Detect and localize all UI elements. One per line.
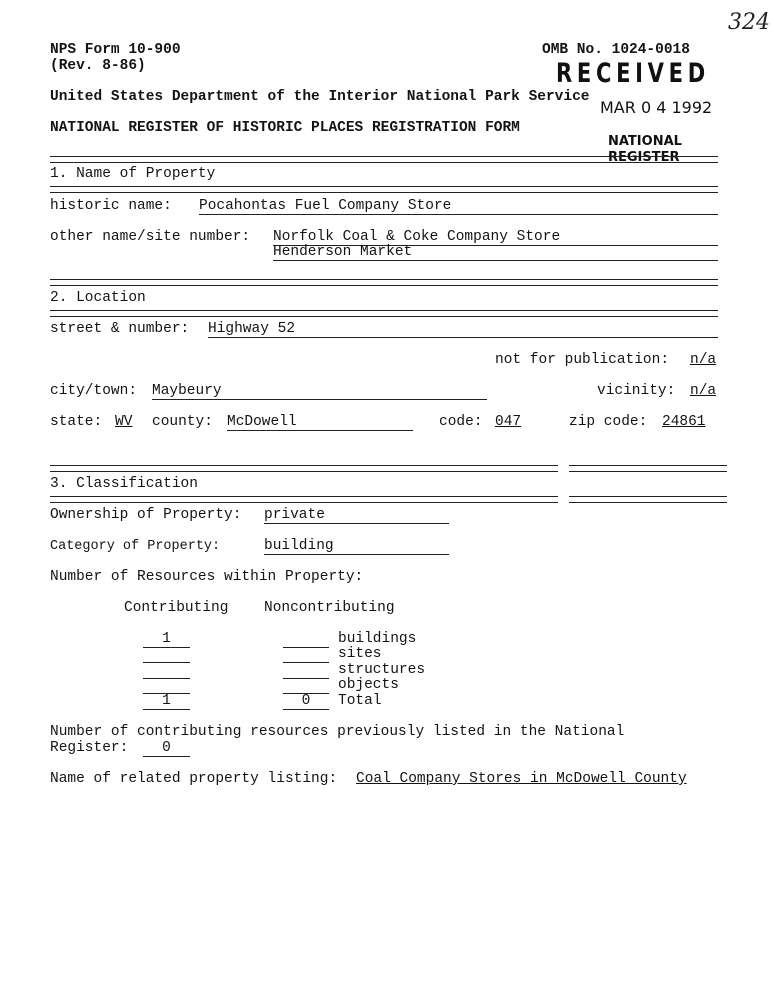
street-field[interactable] xyxy=(208,321,718,338)
resource-label: sites xyxy=(338,646,382,662)
section-1-heading: 1. Name of Property xyxy=(50,166,216,182)
previously-listed-label: Number of contributing resources previously listed in the National xyxy=(50,724,625,740)
stamp-register: REGISTER xyxy=(608,150,680,165)
contributing-count[interactable]: 1 xyxy=(143,631,190,648)
contributing-column-header: Contributing xyxy=(124,600,229,616)
historic-name-label: historic name: xyxy=(50,198,172,214)
state-value: WV xyxy=(115,414,133,430)
historic-name-value: Pocahontas Fuel Company Store xyxy=(199,198,452,214)
related-listing-value[interactable]: Coal Company Stores in McDowell County xyxy=(356,771,687,787)
code-label: code: xyxy=(439,414,483,430)
separator-line xyxy=(50,279,718,286)
form-id: NPS Form 10-900 xyxy=(50,42,181,58)
separator-line xyxy=(50,310,718,317)
ownership-label: Ownership of Property: xyxy=(50,507,242,523)
noncontributing-count[interactable] xyxy=(283,646,329,663)
county-label: county: xyxy=(152,414,213,430)
received-stamp-text: RECEIVED xyxy=(556,58,710,89)
separator-line xyxy=(50,156,718,163)
other-name-value-1: Norfolk Coal & Coke Company Store xyxy=(273,229,561,245)
historic-name-field[interactable] xyxy=(199,198,718,215)
not-for-publication-value: n/a xyxy=(690,352,717,368)
resources-label: Number of Resources within Property: xyxy=(50,569,364,585)
city-field[interactable] xyxy=(152,383,487,400)
other-name-label: other name/site number: xyxy=(50,229,251,245)
contributing-count[interactable]: 1 xyxy=(143,693,190,710)
previously-listed-label-cont: Register: xyxy=(50,740,129,756)
vicinity-label: vicinity: xyxy=(597,383,676,399)
page-number-handwritten: 324 xyxy=(728,10,770,35)
street-value: Highway 52 xyxy=(208,321,296,337)
form-title: NATIONAL REGISTER OF HISTORIC PLACES REGISTRATION FORM xyxy=(50,120,520,136)
street-label: street & number: xyxy=(50,321,190,337)
county-field[interactable] xyxy=(227,414,413,431)
zip-label: zip code: xyxy=(569,414,648,430)
previously-listed-field[interactable]: 0 xyxy=(143,740,190,757)
city-value: Maybeury xyxy=(152,383,222,399)
ownership-value: private xyxy=(264,507,325,523)
ownership-field[interactable] xyxy=(264,507,449,524)
received-stamp-date: MAR 0 4 1992 xyxy=(600,98,713,117)
section-3-heading: 3. Classification xyxy=(50,476,198,492)
separator-line xyxy=(50,186,718,193)
resource-label: Total xyxy=(338,693,382,709)
related-listing-label: Name of related property listing: xyxy=(50,771,338,787)
vicinity-value: n/a xyxy=(690,383,717,399)
noncontributing-column-header: Noncontributing xyxy=(264,600,395,616)
resource-label: buildings xyxy=(338,631,417,647)
other-name-value-2: Henderson Market xyxy=(273,244,413,260)
code-value: 047 xyxy=(495,414,522,430)
zip-value: 24861 xyxy=(662,414,706,430)
form-revision: (Rev. 8-86) xyxy=(50,58,146,74)
category-value: building xyxy=(264,538,334,554)
separator-line xyxy=(50,465,558,472)
section-2-heading: 2. Location xyxy=(50,290,146,306)
separator-line xyxy=(569,496,727,503)
category-field[interactable] xyxy=(264,538,449,555)
city-label: city/town: xyxy=(50,383,138,399)
resource-label: objects xyxy=(338,677,399,693)
omb-number: OMB No. 1024-0018 xyxy=(542,42,690,58)
county-value: McDowell xyxy=(227,414,297,430)
separator-line xyxy=(50,496,558,503)
state-label: state: xyxy=(50,414,103,430)
noncontributing-count[interactable] xyxy=(283,677,329,694)
contributing-count[interactable] xyxy=(143,677,190,694)
separator-line xyxy=(569,465,727,472)
stamp-national: NATIONAL xyxy=(608,134,682,149)
not-for-publication-label: not for publication: xyxy=(495,352,670,368)
noncontributing-count[interactable]: 0 xyxy=(283,693,329,710)
contributing-count[interactable] xyxy=(143,646,190,663)
other-name-field-2[interactable] xyxy=(273,244,718,261)
category-label: Category of Property: xyxy=(50,539,221,554)
department-line: United States Department of the Interior National Park Service xyxy=(50,89,590,105)
resource-label: structures xyxy=(338,662,426,678)
